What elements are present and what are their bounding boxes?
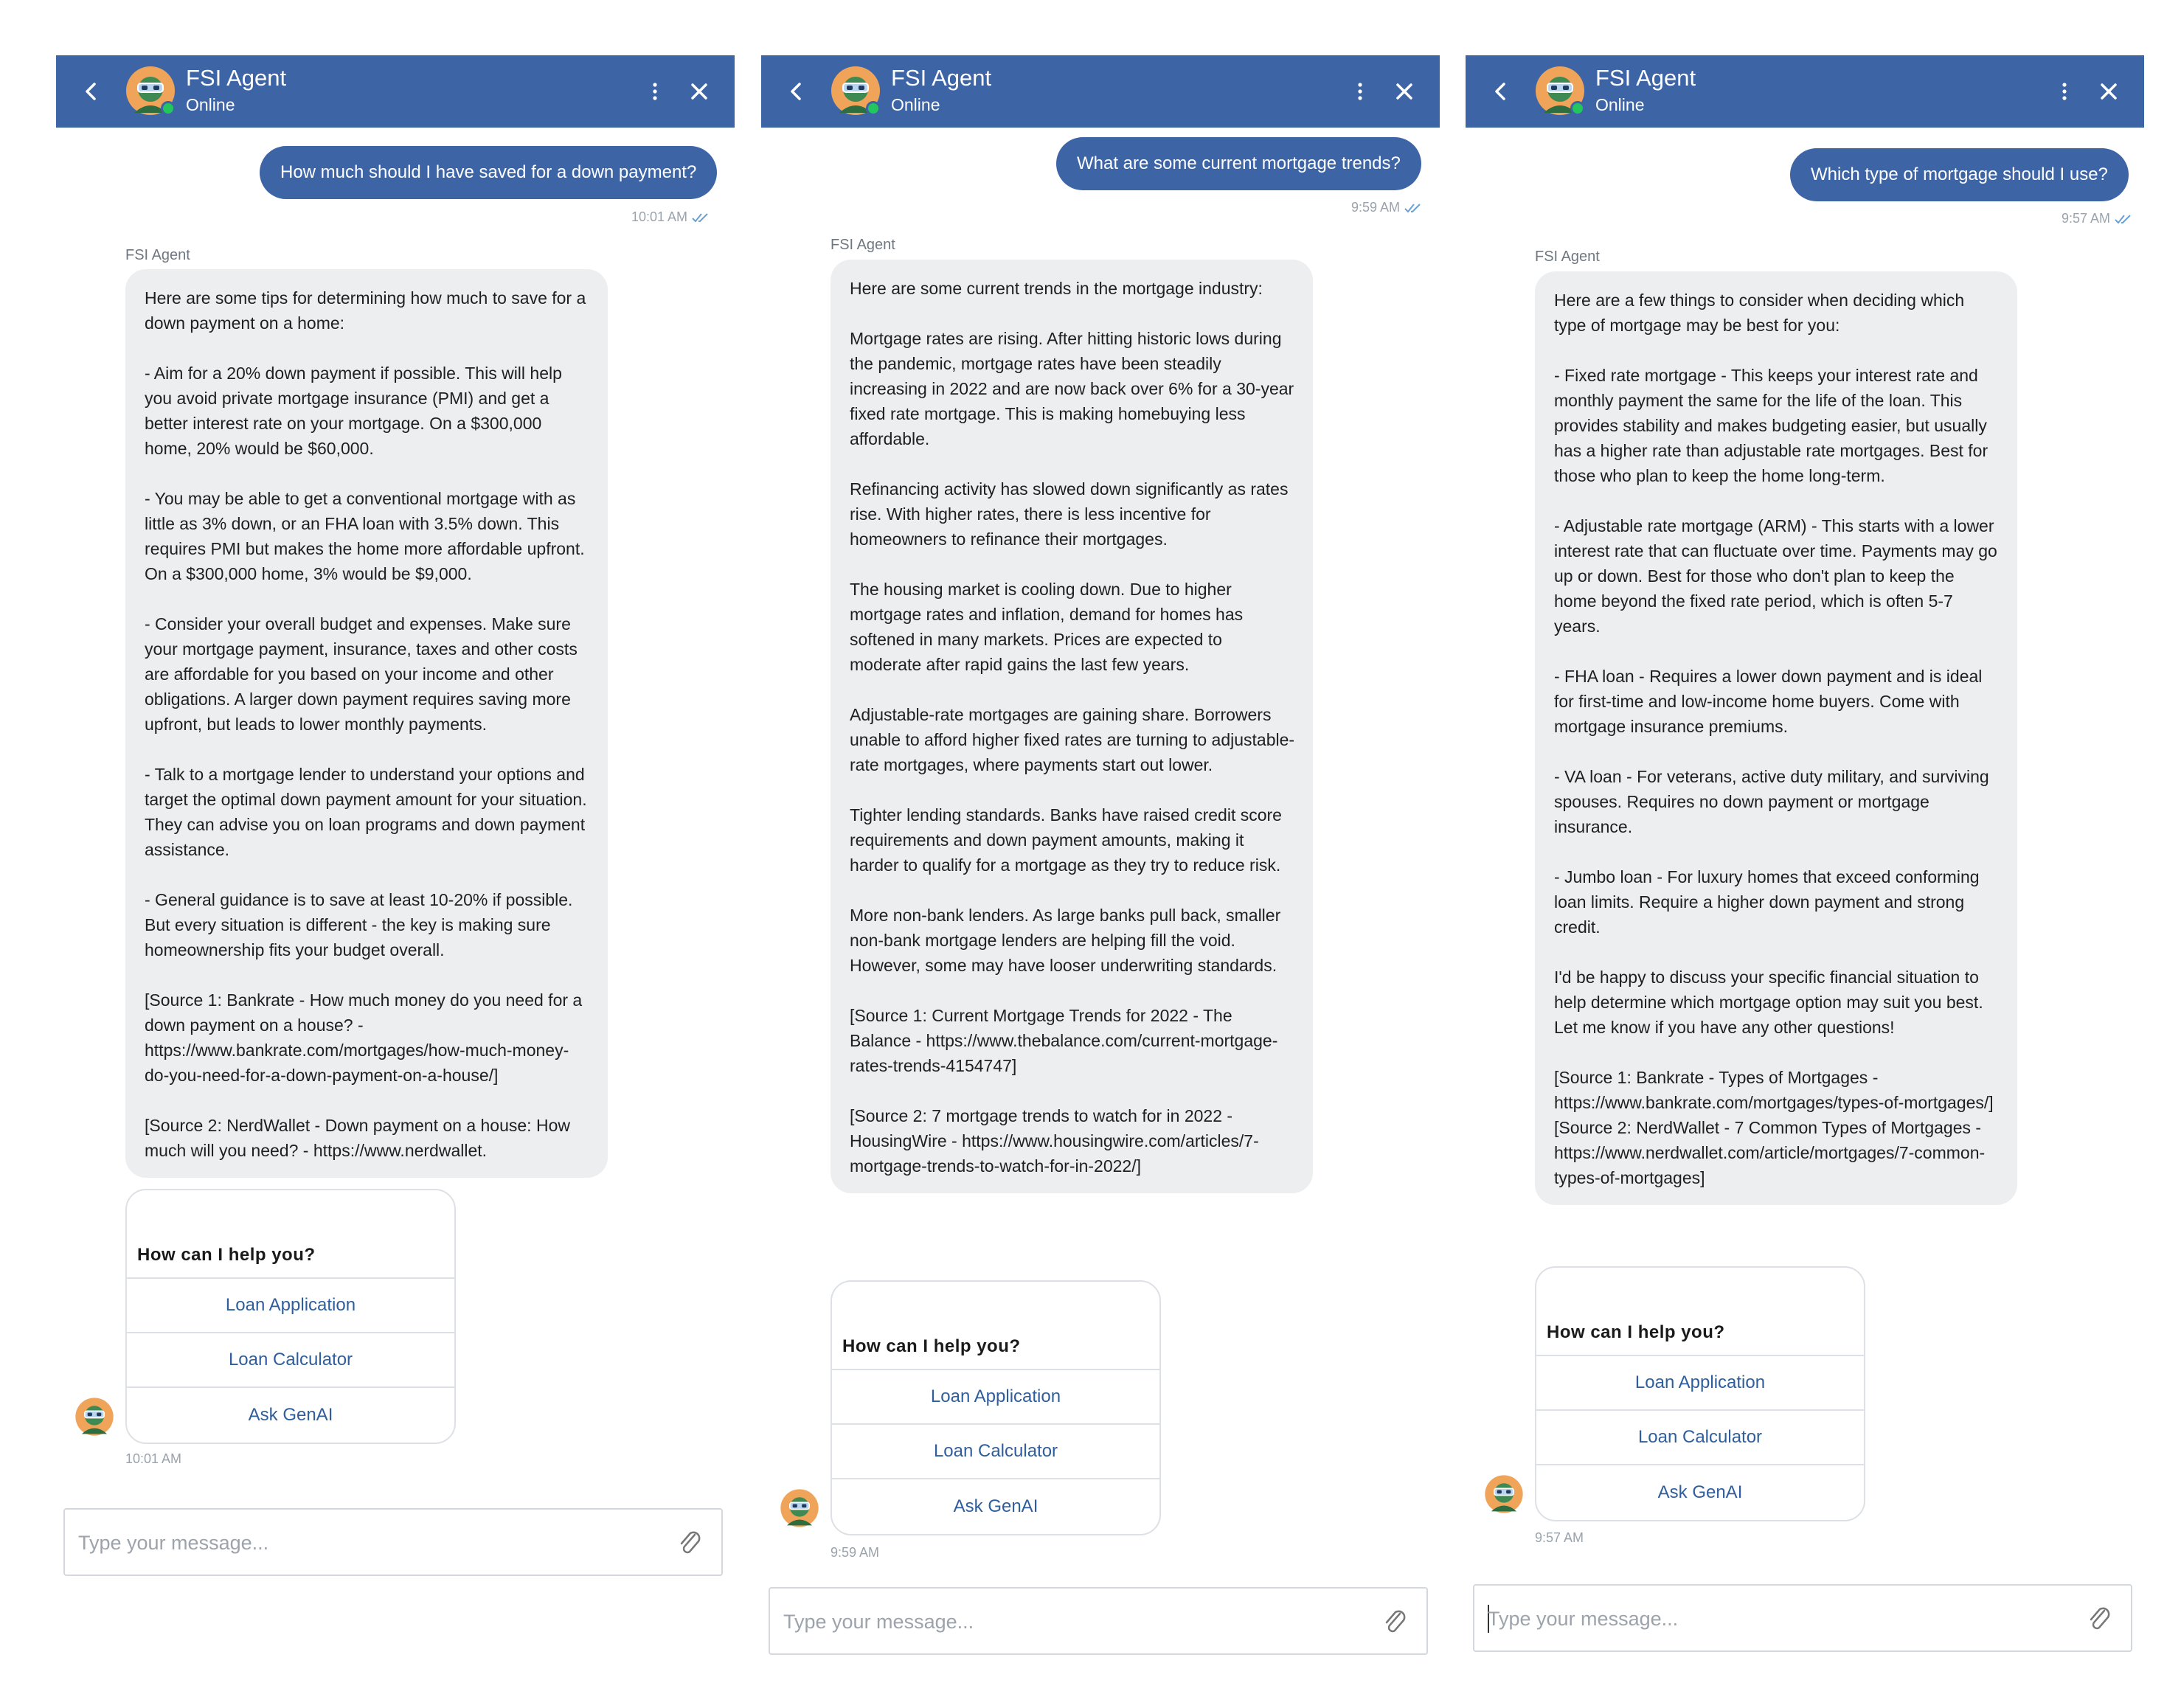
- agent-paragraph: [Source 1: Current Mortgage Trends for 2022 - The Balance - https://www.thebalance.com/current-mortgage-rates-trends-4154747]: [850, 1006, 1278, 1075]
- agent-paragraph: - VA loan - For veterans, active duty military, and surviving spouses. Requires no down payment or mortgage insurance.: [1554, 767, 1989, 836]
- loan-application-option[interactable]: Loan Application: [1536, 1356, 1864, 1411]
- agent-paragraph: Adjustable-rate mortgages are gaining share. Borrowers unable to afford higher fixed rates are turning to adjustable-rate mortgages, where payments start out lower.: [850, 705, 1295, 774]
- loan-application-option[interactable]: Loan Application: [127, 1279, 454, 1333]
- agent-avatar-icon: [74, 1396, 115, 1437]
- agent-paragraph: [Source 2: NerdWallet - 7 Common Types of Mortgages - https://www.nerdwallet.com/article/mortgages/7-common-types-of-mortgages]: [1554, 1118, 1986, 1187]
- agent-message-bubble: [1535, 271, 2017, 1205]
- user-message-meta: [631, 209, 711, 225]
- agent-label: FSI Agent: [831, 237, 895, 253]
- paperclip-icon[interactable]: [1381, 1606, 1410, 1639]
- more-vertical-icon[interactable]: [2050, 77, 2079, 106]
- ask-genai-option[interactable]: Ask GenAI: [953, 1496, 1039, 1516]
- agent-paragraph: Mortgage rates are rising. After hitting historic lows during the pandemic, mortgage rates have been steadily increasing in 2022 and are now back over 6% for a 30-year fixed rate mortgage. This is making homebuying less affordable.: [850, 329, 1294, 448]
- online-status-dot: [1570, 101, 1585, 116]
- quick-actions-card: [831, 1280, 1161, 1535]
- user-message-meta: [1351, 200, 1424, 215]
- online-status-dot: [866, 101, 881, 116]
- chevron-left-icon[interactable]: [1486, 77, 1516, 106]
- help-card-title: How can I help you?: [832, 1282, 1159, 1370]
- user-message-bubble: How much should I have saved for a down payment?: [260, 146, 717, 199]
- user-message-time: 10:01 AM: [631, 209, 688, 224]
- agent-paragraph: [Source 2: NerdWallet - Down payment on a house: How much will you need? - https://www.nerdwallet.: [145, 1116, 570, 1160]
- close-icon[interactable]: [684, 77, 714, 106]
- double-check-icon: [692, 212, 711, 223]
- agent-paragraph: - Adjustable rate mortgage (ARM) - This starts with a lower interest rate that can fluctuate over time. Payments may go up or down. Best for those who don't plan to keep the home beyond the fixed rate period, which is often 5-7 years.: [1554, 516, 1997, 636]
- chat-window-3: [1466, 0, 2144, 1708]
- chat-header: [761, 55, 1440, 128]
- agent-paragraph: Here are a few things to consider when deciding which type of mortgage may be best for you:: [1554, 291, 1965, 335]
- agent-paragraph: Tighter lending standards. Banks have raised credit score requirements and down payment amounts, making it harder to qualify for a mortgage as they try to reduce risk.: [850, 805, 1282, 875]
- message-input-box[interactable]: [63, 1508, 723, 1576]
- agent-message-bubble: [831, 260, 1313, 1193]
- agent-paragraph: - Consider your overall budget and expenses. Make sure your mortgage payment, insurance, taxes and other costs are affordable for you based on your income and other obligations. A larger down payment requires saving more upfront, but leads to lower monthly payments.: [145, 614, 578, 734]
- agent-name: FSI Agent: [891, 65, 992, 91]
- user-message-bubble: Which type of mortgage should I use?: [1790, 148, 2129, 201]
- agent-paragraph: - Jumbo loan - For luxury homes that exceed conforming loan limits. Require a higher down payment and strong credit.: [1554, 867, 1980, 937]
- card-time: 9:59 AM: [831, 1545, 880, 1560]
- loan-calculator-option[interactable]: Loan Calculator: [127, 1333, 454, 1388]
- quick-actions-card: [1535, 1266, 1865, 1521]
- close-icon[interactable]: [2094, 77, 2123, 106]
- loan-application-option[interactable]: Loan Application: [832, 1370, 1159, 1425]
- help-card-title: How can I help you?: [127, 1190, 454, 1279]
- user-message-bubble: What are some current mortgage trends?: [1056, 137, 1421, 190]
- agent-status: Online: [891, 95, 940, 114]
- agent-paragraph: Here are some current trends in the mortgage industry:: [850, 279, 1263, 298]
- agent-paragraph: [Source 1: Bankrate - Types of Mortgages - https://www.bankrate.com/mortgages/types-of-mortgages/]: [1554, 1068, 1994, 1112]
- agent-status: Online: [186, 95, 235, 114]
- close-icon[interactable]: [1390, 77, 1419, 106]
- agent-paragraph: I'd be happy to discuss your specific financial situation to help determine which mortgage option may suit you best. Let me know if you have any other questions!: [1554, 968, 1983, 1037]
- chat-header: [56, 55, 735, 128]
- user-message-time: 9:59 AM: [1351, 200, 1401, 215]
- chat-header: [1466, 55, 2144, 128]
- agent-label: FSI Agent: [1535, 249, 1600, 265]
- agent-name: FSI Agent: [1595, 65, 1696, 91]
- more-vertical-icon[interactable]: [640, 77, 670, 106]
- agent-paragraph: - Talk to a mortgage lender to understand your options and target the optimal down payment amount for your situation. They can advise you on loan programs and down payment assistance.: [145, 765, 587, 859]
- ask-genai-option[interactable]: Ask GenAI: [1657, 1482, 1743, 1502]
- agent-message-bubble: [125, 269, 608, 1178]
- message-input-box[interactable]: [1473, 1584, 2132, 1652]
- chat-window-1: [56, 0, 735, 1708]
- paperclip-icon[interactable]: [2085, 1603, 2115, 1636]
- agent-paragraph: [Source 2: 7 mortgage trends to watch for in 2022 - HousingWire - https://www.housingwire.com/articles/7-mortgage-trends-to-watch-for-in-2022/]: [850, 1106, 1259, 1176]
- ask-genai-option[interactable]: Ask GenAI: [248, 1405, 333, 1425]
- paperclip-icon[interactable]: [676, 1527, 705, 1560]
- agent-name: FSI Agent: [186, 65, 287, 91]
- card-time: 10:01 AM: [125, 1451, 182, 1466]
- agent-paragraph: - Fixed rate mortgage - This keeps your interest rate and monthly payment the same for the life of the loan. This provides stability and makes budgeting easier, but usually has a higher rate than adjustable rate mortgages. Best for those who plan to keep the home long-term.: [1554, 366, 1988, 485]
- agent-paragraph: - General guidance is to save at least 10-20% if possible. But every situation is different - the key is making sure homeownership fits your budget overall.: [145, 890, 573, 959]
- agent-label: FSI Agent: [125, 247, 190, 263]
- more-vertical-icon[interactable]: [1345, 77, 1375, 106]
- chat-window-2: [761, 0, 1440, 1708]
- agent-paragraph: The housing market is cooling down. Due to higher mortgage rates and inflation, demand for homes has softened in many markets. Prices are expected to moderate after rapid gains the last few years.: [850, 580, 1244, 674]
- agent-paragraph: [Source 1: Bankrate - How much money do you need for a down payment on a house? - https://www.bankrate.com/mortgages/how-much-money-do-you-need-for-a-down-payment-on-a-house/]: [145, 990, 583, 1085]
- online-status-dot: [161, 101, 176, 116]
- agent-paragraph: - FHA loan - Requires a lower down payment and is ideal for first-time and low-income home buyers. Come with mortgage insurance premiums.: [1554, 667, 1983, 736]
- message-input[interactable]: [1488, 1600, 2063, 1637]
- chevron-left-icon[interactable]: [77, 77, 106, 106]
- message-input[interactable]: [78, 1524, 653, 1561]
- agent-paragraph: Refinancing activity has slowed down significantly as rates rise. With higher rates, there is less incentive for homeowners to refinance their mortgages.: [850, 479, 1289, 549]
- agent-paragraph: - You may be able to get a conventional mortgage with as little as 3% down, or an FHA loan with 3.5% down. This requires PMI but makes the home more affordable upfront. On a $300,000 home, 3% would be $9,000.: [145, 489, 585, 583]
- chevron-left-icon[interactable]: [782, 77, 811, 106]
- agent-paragraph: Here are some tips for determining how much to save for a down payment on a home:: [145, 288, 586, 333]
- message-input-box[interactable]: [769, 1587, 1428, 1655]
- help-card-title: How can I help you?: [1536, 1268, 1864, 1356]
- loan-calculator-option[interactable]: Loan Calculator: [1536, 1411, 1864, 1465]
- agent-avatar-icon: [779, 1487, 820, 1529]
- message-input[interactable]: [783, 1603, 1359, 1640]
- double-check-icon: [2115, 214, 2134, 224]
- agent-paragraph: More non-bank lenders. As large banks pull back, smaller non-bank mortgage lenders are helping fill the void. However, some may have looser underwriting standards.: [850, 906, 1281, 975]
- user-message-time: 9:57 AM: [2062, 211, 2111, 226]
- quick-actions-card: [125, 1189, 456, 1444]
- loan-calculator-option[interactable]: Loan Calculator: [832, 1425, 1159, 1479]
- user-message-meta: [2062, 211, 2134, 226]
- agent-status: Online: [1595, 95, 1645, 114]
- double-check-icon: [1404, 203, 1424, 213]
- agent-avatar-icon: [1483, 1473, 1525, 1515]
- card-time: 9:57 AM: [1535, 1530, 1584, 1545]
- agent-paragraph: - Aim for a 20% down payment if possible. This will help you avoid private mortgage insurance (PMI) and get a better interest rate on your mortgage. On a $300,000 home, 20% would be $60,000.: [145, 364, 562, 458]
